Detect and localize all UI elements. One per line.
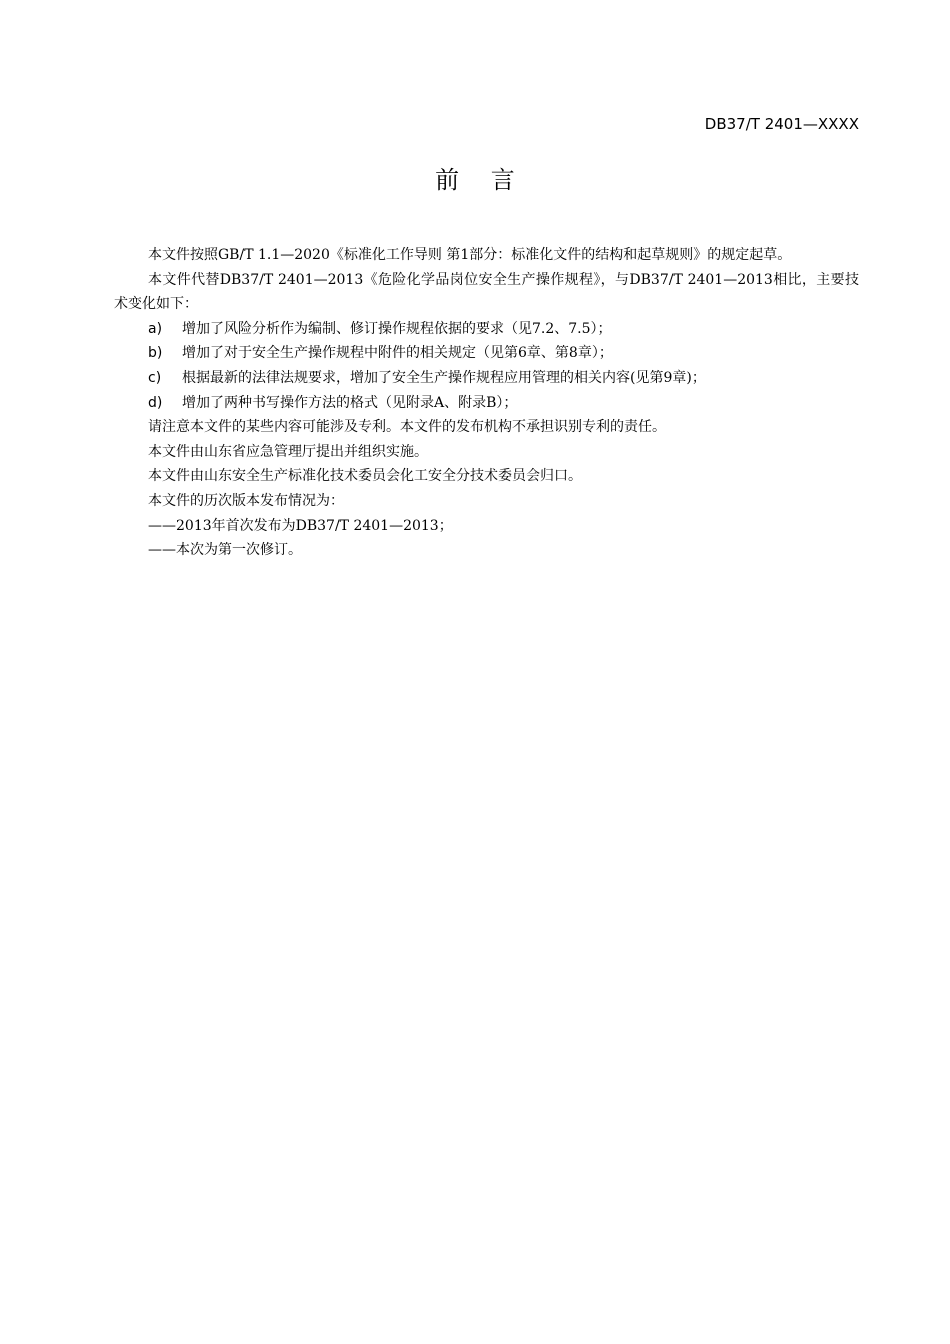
list-item-text: 增加了两种书写操作方法的格式（见附录A、附录B）；: [182, 394, 518, 411]
list-item: [114, 391, 859, 416]
list-marker: b): [148, 345, 163, 362]
list-item-text: 增加了对于安全生产操作规程中附件的相关规定（见第6章、第8章）；: [182, 345, 613, 362]
list-item: [114, 366, 859, 391]
list-item-text: 增加了风险分析作为编制、修订操作规程依据的要求（见7.2、7.5）；: [182, 320, 612, 337]
list-marker: d): [148, 394, 163, 411]
list-marker: c): [148, 369, 162, 386]
list-marker: a): [148, 320, 163, 337]
document-code: DB37/T 2401—XXXX: [704, 115, 859, 133]
patent-statement: 请注意本文件的某些内容可能涉及专利。本文件的发布机构不承担识别专利的责任。: [148, 419, 666, 436]
history-entry: ——本次为第一次修订。: [148, 542, 302, 559]
proposer-statement: 本文件由山东省应急管理厅提出并组织实施。: [148, 443, 428, 460]
list-item: [114, 317, 859, 342]
list-item-text: 根据最新的法律法规要求，增加了安全生产操作规程应用管理的相关内容(见第9章)；: [182, 369, 706, 386]
paragraph-drafting-basis: 本文件按照GB/T 1.1—2020《标准化工作导则 第1部分：标准化文件的结构和起草规则》的规定起草。: [148, 247, 792, 263]
foreword-body: [114, 243, 859, 563]
history-intro: 本文件的历次版本发布情况为：: [148, 492, 344, 509]
history-entry: ——2013年首次发布为DB37/T 2401—2013；: [148, 517, 453, 534]
paragraph-replacement: 本文件代替DB37/T 2401—2013《危险化学品岗位安全生产操作规程》，与DB37/T 2401—2013相比，主要技术变化如下：: [114, 271, 859, 313]
list-item: [114, 341, 859, 366]
page-title: 前 言: [435, 166, 527, 194]
committee-statement: 本文件由山东安全生产标准化技术委员会化工安全分技术委员会归口。: [148, 468, 582, 485]
